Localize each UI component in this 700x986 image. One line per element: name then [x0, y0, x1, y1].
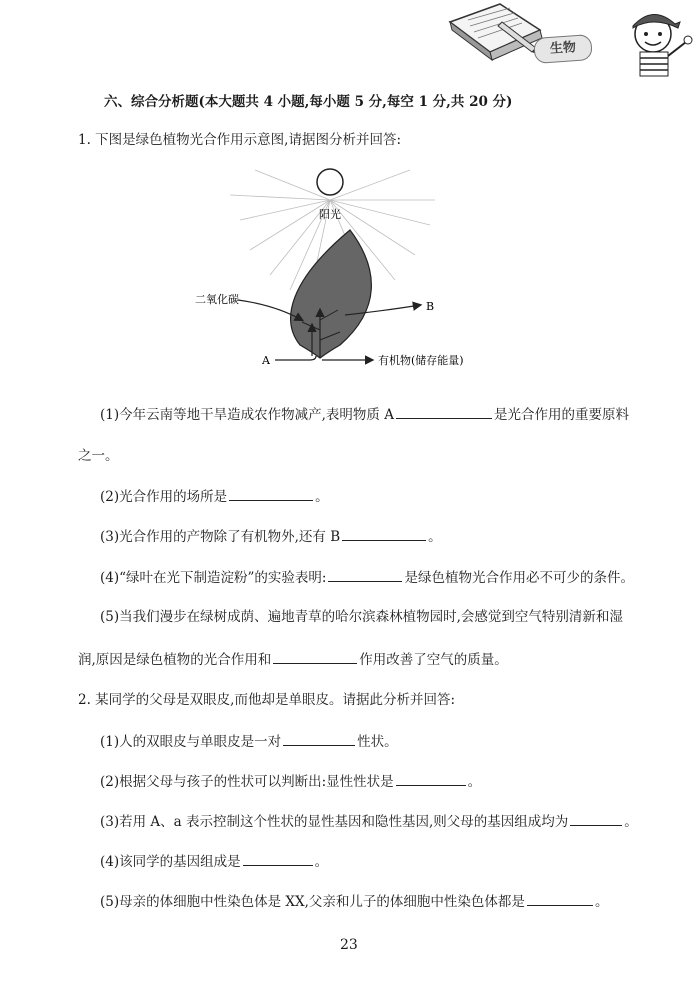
page-number: 23	[340, 937, 358, 953]
open-book-icon	[450, 4, 542, 60]
subject-badge: 生物	[533, 34, 593, 64]
q1-part4: (4)“绿叶在光下制造淀粉”的实验表明: 是绿色植物光合作用必不可少的条件。	[100, 567, 634, 588]
q1-part3: (3)光合作用的产物除了有机物外,还有 B 。	[100, 526, 442, 547]
answer-blank-q1-4[interactable]	[328, 567, 402, 582]
leaf-icon	[291, 230, 372, 358]
co2-label: 二氧化碳	[195, 293, 239, 306]
cartoon-student-icon	[633, 14, 692, 76]
a-arrow	[275, 356, 316, 360]
q1-part2: (2)光合作用的场所是 。	[100, 486, 329, 507]
b-label: B	[426, 300, 435, 313]
answer-blank-q2-5[interactable]	[527, 891, 593, 906]
q2-part1: (1)人的双眼皮与单眼皮是一对 性状。	[100, 731, 398, 752]
answer-blank-q2-2[interactable]	[396, 771, 466, 786]
q2-part4: (4)该同学的基因组成是 。	[100, 851, 328, 872]
answer-blank-q1-2[interactable]	[229, 486, 313, 501]
q1-part5-line1: (5)当我们漫步在绿树成荫、遍地青草的哈尔滨森林植物园时,会感觉到空气特别清新和湿	[100, 609, 623, 625]
photosynthesis-diagram	[180, 160, 480, 380]
answer-blank-q1-1[interactable]	[396, 404, 492, 419]
q1-part5-line2: 润,原因是绿色植物的光合作用和 作用改善了空气的质量。	[78, 649, 508, 670]
section-title: 六、综合分析题(本大题共 4 小题,每小题 5 分,每空 1 分,共 20 分)	[104, 94, 513, 110]
q1-part1-line2: 之一。	[78, 448, 119, 464]
a-label: A	[262, 354, 270, 367]
answer-blank-q2-4[interactable]	[243, 851, 313, 866]
organic-label: 有机物(储存能量)	[378, 354, 464, 367]
q1-part1-line1: (1)今年云南等地干旱造成农作物减产,表明物质 A 是光合作用的重要原料	[100, 404, 629, 425]
answer-blank-q2-1[interactable]	[283, 731, 355, 746]
question-2-stem: 2. 某同学的父母是双眼皮,而他却是单眼皮。请据此分析并回答:	[78, 692, 456, 708]
q2-part2: (2)根据父母与孩子的性状可以判断出:显性性状是 。	[100, 771, 481, 792]
answer-blank-q2-3[interactable]	[570, 811, 622, 826]
question-1-stem: 1. 下图是绿色植物光合作用示意图,请据图分析并回答:	[78, 132, 402, 148]
answer-blank-q1-3[interactable]	[342, 526, 426, 541]
q2-part5: (5)母亲的体细胞中性染色体是 XX,父亲和儿子的体细胞中性染色体都是 。	[100, 891, 608, 912]
q2-part3: (3)若用 A、a 表示控制这个性状的显性基因和隐性基因,则父母的基因组成均为 。	[100, 811, 638, 832]
sun-label: 阳光	[319, 208, 341, 221]
answer-blank-q1-5[interactable]	[273, 649, 357, 664]
sun-icon	[317, 169, 343, 195]
